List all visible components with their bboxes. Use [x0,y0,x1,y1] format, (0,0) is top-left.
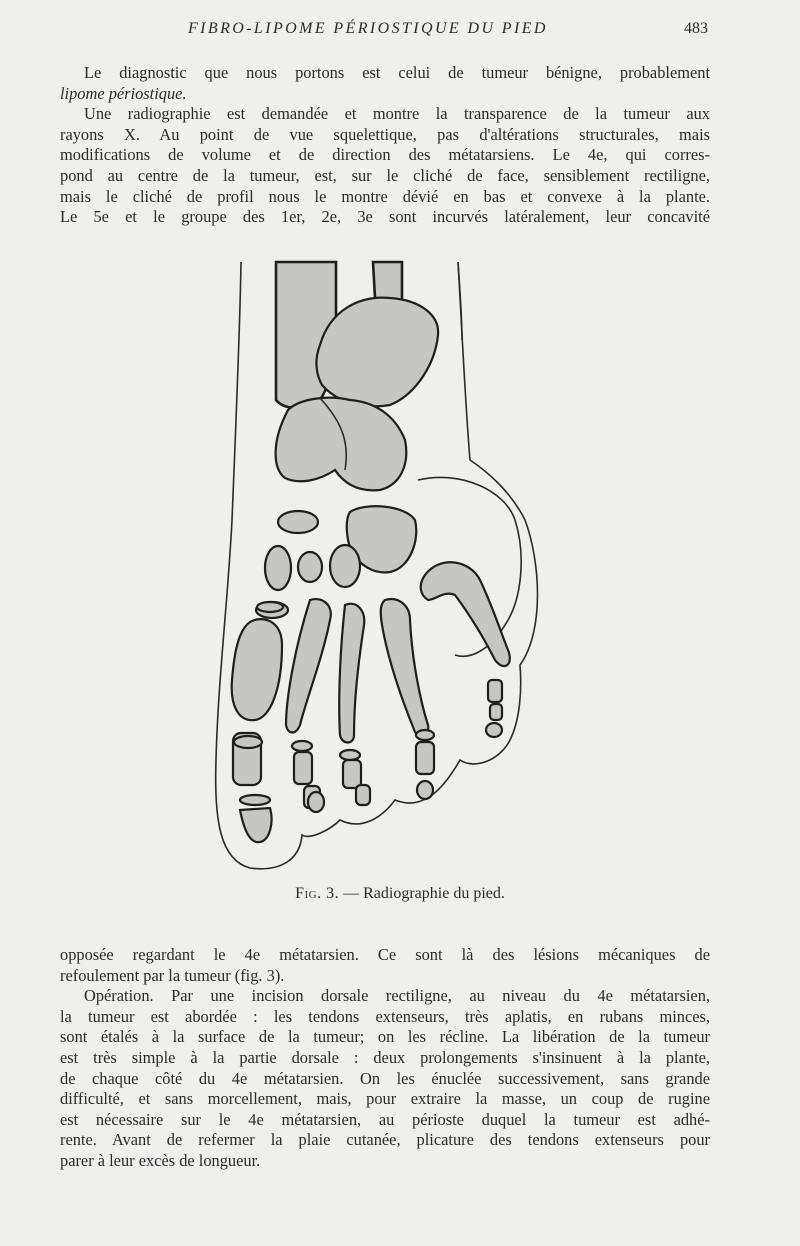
toe3-middle-phalanx [356,785,370,805]
text-line: modifications de volume et de direction des métatarsiens. Le 4e, qui corres- [60,145,710,165]
text-line: lipome périostique. [60,83,187,103]
toe1-sesamoid [234,736,262,748]
text-line: pond au centre de la tumeur, est, sur le cliché de face, sensiblement rectiligne, [60,165,710,185]
figure-caption [0,885,800,903]
text-line: Opération. Par une incision dorsale rectiligne, au niveau du 4e métatarsien, [84,986,710,1006]
foot-drawing [200,255,560,880]
bottom-paragraphs [60,945,710,1172]
page-number: 483 [684,20,708,37]
toe5-distal-phalanx [486,723,502,737]
metatarsal-4 [381,599,429,736]
text-line: sont étalés à la surface de la tumeur; on les récline. La libération de la tumeur [60,1027,710,1047]
cuneiform-intermediate [298,552,322,582]
metatarsal-5 [421,562,510,666]
toe2-proximal-phalanx [294,752,312,784]
toe1-joint [240,795,270,805]
caption-label: Fig. 3. [295,885,340,902]
toe3-proximal-phalanx [343,760,361,788]
text-line: rayons X. Au point de vue squelettique, pas d'altérations structurales, mais [60,124,710,144]
toe1-distal-phalanx [240,808,272,842]
text-line: opposée regardant le 4e métatarsien. Ce sont là des lésions mécaniques de [60,945,710,964]
top-paragraphs [60,63,710,228]
toe4-head [416,730,434,740]
toe5-middle-phalanx [490,704,502,720]
text-line: parer à leur excès de longueur. [60,1150,261,1170]
toe2-distal-phalanx [308,792,324,812]
text-line: de chaque côté du 4e métatarsien. On les énuclée successivement, sans grande [60,1068,710,1088]
metatarsal-3 [339,604,364,743]
text-line: mais le cliché de profil nous le montre dévié en bas et convexe à la plante. [60,186,710,206]
foot-radiograph-figure [200,255,560,880]
toe2-head [292,741,312,751]
calcaneus [276,398,407,491]
running-title: FIBRO-LIPOME PÉRIOSTIQUE DU PIED [188,20,548,37]
text-line: rente. Avant de refermer la plaie cutanée, plicature des tendons extenseurs pour [60,1130,710,1150]
navicular [278,511,318,533]
text-line: la tumeur est abordée : les tendons extenseurs, très aplatis, en rubans minces, [60,1006,710,1026]
metatarsal-2 [286,599,331,732]
sesamoid [257,602,283,612]
cuneiform-medial [265,546,291,590]
text-line: est nécessaire sur le 4e métatarsien, au périoste duquel la tumeur est adhé- [60,1109,710,1129]
cuneiform-lateral [330,545,360,587]
toe4-proximal-phalanx [416,742,434,774]
text-line: refoulement par la tumeur (fig. 3). [60,965,285,985]
caption-text: — Radiographie du pied. [343,885,505,902]
toe3-head [340,750,360,760]
text-line: Le 5e et le groupe des 1er, 2e, 3e sont incurvés latéralement, leur concavité [60,207,710,227]
running-header [60,20,710,44]
text-line: est très simple à la partie dorsale : deux prolongements s'insinuent à la plante, [60,1047,710,1067]
toe4-distal-phalanx [417,781,433,799]
text-line: Le diagnostic que nous portons est celui de tumeur bénigne, probablement [84,63,710,82]
text-line: difficulté, et sans morcellement, mais, pour extraire la masse, un coup de rugine [60,1089,710,1109]
metatarsal-1 [232,619,282,720]
text-line: Une radiographie est demandée et montre la transparence de la tumeur aux [84,104,710,124]
toe5-proximal-phalanx [488,680,502,702]
